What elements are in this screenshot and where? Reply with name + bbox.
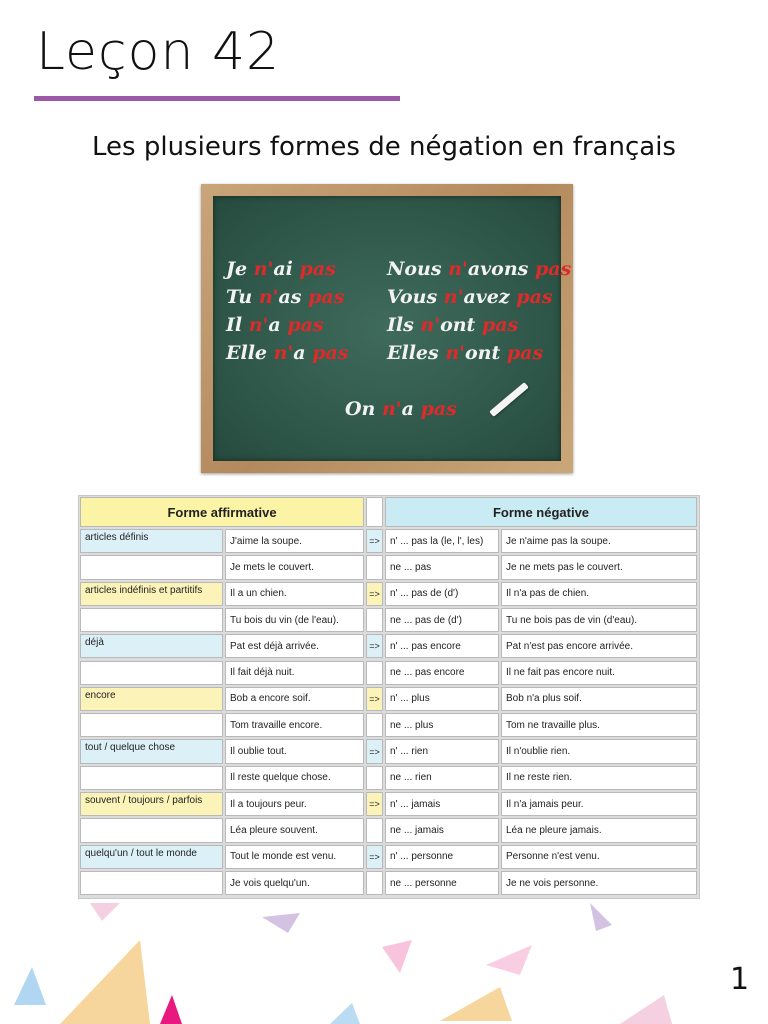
deco-triangle [590,903,612,931]
negation-form: n' ... jamais [385,792,499,816]
negation-form: ne ... jamais [385,818,499,842]
category-cell-empty [80,766,223,790]
negative-example: Personne n'est venu. [501,845,697,869]
arrow-cell-empty [366,871,383,895]
header-affirmative: Forme affirmative [80,497,364,527]
category-cell-empty [80,555,223,579]
negative-example: Je ne mets pas le couvert. [501,555,697,579]
arrow-cell: => [366,529,383,553]
negative-example: Bob n'a plus soif. [501,687,697,711]
negative-example: Il n'a jamais peur. [501,792,697,816]
affirmative-example: Tu bois du vin (de l'eau). [225,608,364,632]
negative-example: Il ne reste rien. [501,766,697,790]
negation-form: n' ... pas de (d') [385,582,499,606]
page-title: Leçon 42 [36,22,281,82]
affirmative-example: Léa pleure souvent. [225,818,364,842]
category-cell: articles définis [80,529,223,553]
negative-example: Tu ne bois pas de vin (d'eau). [501,608,697,632]
affirmative-example: Je vois quelqu'un. [225,871,364,895]
negation-form: n' ... rien [385,739,499,763]
negative-example: Je ne vois personne. [501,871,697,895]
arrow-cell-empty [366,818,383,842]
category-cell-empty [80,871,223,895]
decorative-triangles [0,895,768,1024]
category-cell: articles indéfinis et partitifs [80,582,223,606]
chalk-line-tu: Tu n'as pas [226,286,345,308]
deco-triangle [160,995,182,1024]
deco-triangle [440,987,512,1021]
negation-form: n' ... pas la (le, l', les) [385,529,499,553]
chalkboard-surface [213,196,572,461]
arrow-cell: => [366,582,383,606]
negative-example: Pat n'est pas encore arrivée. [501,634,697,658]
page-subtitle: Les plusieurs formes de négation en français [92,132,676,162]
affirmative-example: Il a toujours peur. [225,792,364,816]
negation-form: ne ... pas de (d') [385,608,499,632]
deco-triangle [330,1003,360,1024]
title-underline [34,96,400,101]
chalk-stick [489,382,529,417]
arrow-cell: => [366,739,383,763]
arrow-cell: => [366,792,383,816]
category-cell-empty [80,661,223,685]
affirmative-example: Tom travaille encore. [225,713,364,737]
chalk-line-ils: Ils n'ont pas [387,314,519,336]
category-cell-empty [80,818,223,842]
chalk-line-nous: Nous n'avons pas [387,258,572,280]
negative-example: Léa ne pleure jamais. [501,818,697,842]
arrow-cell: => [366,634,383,658]
category-cell: encore [80,687,223,711]
negation-form: n' ... pas encore [385,634,499,658]
category-cell: quelqu'un / tout le monde [80,845,223,869]
chalk-line-on: On n'a pas [345,398,457,420]
deco-triangle [262,913,300,933]
affirmative-example: Il fait déjà nuit. [225,661,364,685]
deco-triangle [14,967,46,1005]
negative-example: Je n'aime pas la soupe. [501,529,697,553]
arrow-cell: => [366,845,383,869]
negation-table [78,495,700,899]
affirmative-example: Je mets le couvert. [225,555,364,579]
chalk-line-elle: Elle n'a pas [226,342,349,364]
category-cell: souvent / toujours / parfois [80,792,223,816]
arrow-cell-empty [366,766,383,790]
arrow-cell-empty [366,661,383,685]
arrow-cell-empty [366,713,383,737]
negation-form: ne ... pas [385,555,499,579]
category-cell: tout / quelque chose [80,739,223,763]
negative-example: Tom ne travaille plus. [501,713,697,737]
category-cell-empty [80,608,223,632]
negation-form: n' ... plus [385,687,499,711]
chalk-line-il: Il n'a pas [226,314,324,336]
negation-form: ne ... plus [385,713,499,737]
negation-form: ne ... personne [385,871,499,895]
deco-triangle [382,940,412,973]
arrow-cell-empty [366,608,383,632]
chalkboard-image [201,184,573,473]
negative-example: Il n'oublie rien. [501,739,697,763]
affirmative-example: J'aime la soupe. [225,529,364,553]
chalk-line-elles: Elles n'ont pas [387,342,544,364]
arrow-cell: => [366,687,383,711]
affirmative-example: Bob a encore soif. [225,687,364,711]
negative-example: Il ne fait pas encore nuit. [501,661,697,685]
affirmative-example: Il oublie tout. [225,739,364,763]
deco-triangle [90,903,120,921]
affirmative-example: Tout le monde est venu. [225,845,364,869]
chalk-line-vous: Vous n'avez pas [387,286,553,308]
negation-form: n' ... personne [385,845,499,869]
header-negative: Forme négative [385,497,697,527]
arrow-cell-empty [366,555,383,579]
header-spacer [366,497,383,527]
category-cell-empty [80,713,223,737]
category-cell: déjà [80,634,223,658]
affirmative-example: Pat est déjà arrivée. [225,634,364,658]
negative-example: Il n'a pas de chien. [501,582,697,606]
chalk-line-je: Je n'ai pas [226,258,336,280]
deco-triangle [486,945,532,975]
affirmative-example: Il reste quelque chose. [225,766,364,790]
deco-triangle [60,940,150,1024]
page-number: 1 [730,962,750,997]
deco-triangle [620,995,672,1024]
affirmative-example: Il a un chien. [225,582,364,606]
negation-form: ne ... pas encore [385,661,499,685]
negation-form: ne ... rien [385,766,499,790]
